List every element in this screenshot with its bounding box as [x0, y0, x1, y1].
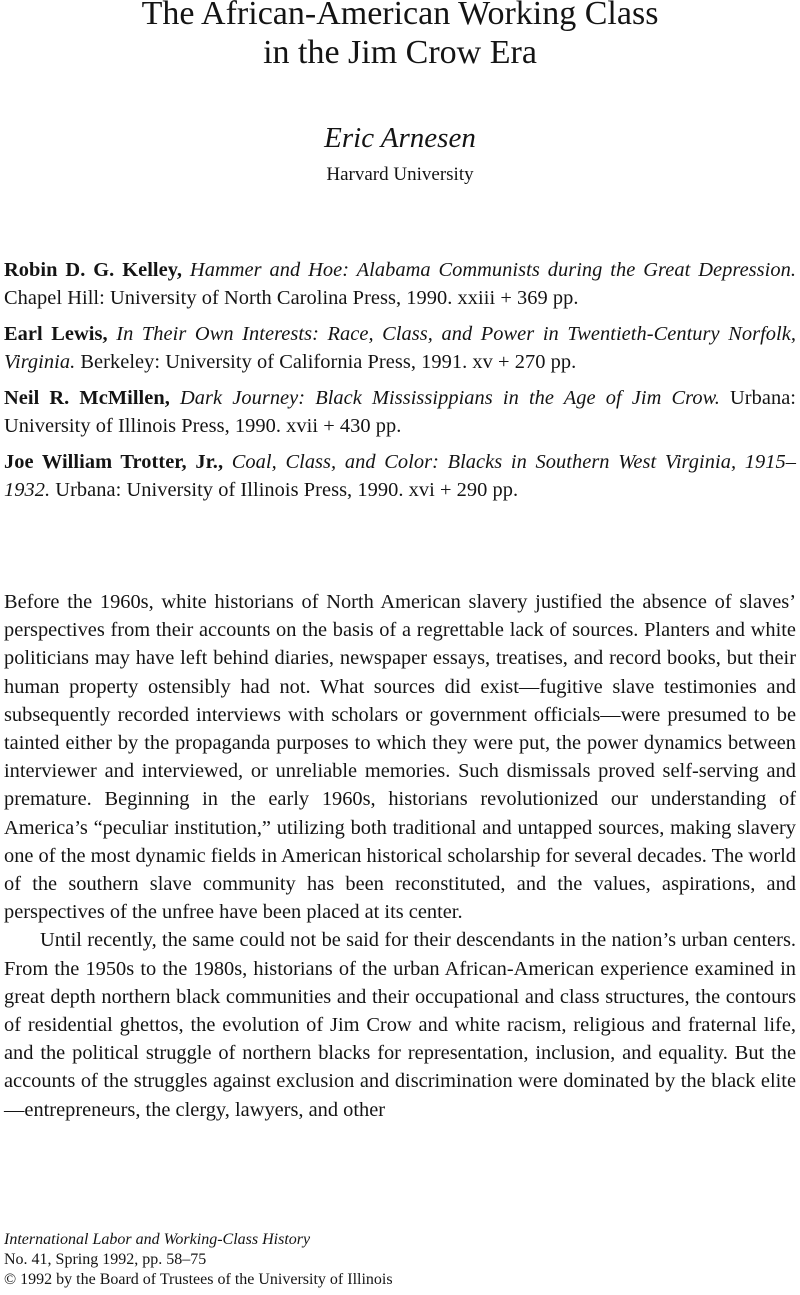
reviewed-books-list — [4, 256, 796, 512]
review-book-title: Hammer and Hoe: Alabama Communists during the Great Depression. — [189, 259, 797, 281]
review-book-title: Dark Journey: Black Mississippians in the Age of Jim Crow. — [180, 387, 720, 409]
review-book-title: Coal, Class, and Color: Blacks in Southern West Virginia, 1915–1932. — [4, 451, 796, 501]
article-body — [4, 588, 796, 1124]
review-author: Joe William Trotter, Jr., — [4, 451, 224, 473]
journal-issue: No. 41, Spring 1992, pp. 58–75 — [4, 1251, 207, 1268]
journal-footer — [4, 1230, 796, 1290]
journal-name: International Labor and Working-Class History — [4, 1231, 311, 1248]
title-line-2: in the Jim Crow Era — [263, 34, 537, 71]
copyright-notice: © 1992 by the Board of Trustees of the University of Illinois — [4, 1271, 393, 1288]
review-author: Neil R. McMillen, — [4, 387, 170, 409]
review-entry — [4, 320, 796, 376]
review-publication-details: Chapel Hill: University of North Carolina Press, 1990. xxiii + 369 pp. — [4, 287, 579, 309]
review-entry — [4, 384, 796, 440]
review-author: Earl Lewis, — [4, 323, 108, 345]
review-publication-details: Berkeley: University of California Press, 1991. xv + 270 pp. — [80, 351, 577, 373]
title-line-1: The African-American Working Class — [141, 0, 659, 32]
review-book-title: In Their Own Interests: Race, Class, and Power in Twentieth-Century Norfolk, Virginia. — [4, 323, 796, 373]
body-paragraph-1: Before the 1960s, white historians of North American slavery justified the absence of slaves’ perspectives from their accounts on the basis of a regrettable lack of sources. Planters and white politicians may have left behind diaries, newspaper essays, treatises, and record books, but their human property ostensibly had not. What sources did exist—fugitive slave testimonies and subsequently recorded interviews with scholars or government officials—were presumed to be tainted either by the propaganda purposes to which they were put, the power dynamics between interviewer and interviewed, or unreliable memories. Such dismissals proved self-serving and premature. Beginning in the early 1960s, historians revolutionized our understanding of America’s “peculiar institution,” utilizing both traditional and untapped sources, making slavery one of the most dynamic fields in American historical scholarship for several decades. The world of the southern slave community has been reconstituted, and the values, aspirations, and perspectives of the unfree have been placed at its center. — [4, 591, 796, 924]
review-entry — [4, 256, 796, 312]
body-paragraph-2: Until recently, the same could not be said for their descendants in the nation’s urban centers. From the 1950s to the 1980s, historians of the urban African-American experience examined in great depth northern black communities and their occupational and class structures, the contours of residential ghettos, the evolution of Jim Crow and white racism, religious and fraternal life, and the political struggle of northern blacks for representation, inclusion, and equality. But the accounts of the struggles against exclusion and discrimination were dominated by the black elite—entrepreneurs, the clergy, lawyers, and other — [4, 929, 796, 1121]
review-entry — [4, 448, 796, 504]
review-publication-details: Urbana: University of Illinois Press, 1990. xvii + 430 pp. — [4, 387, 797, 437]
author-name: Eric Arnesen — [324, 122, 476, 154]
review-author: Robin D. G. Kelley, — [4, 259, 183, 281]
article-title — [0, 0, 800, 72]
review-publication-details: Urbana: University of Illinois Press, 1990. xvi + 290 pp. — [55, 479, 519, 501]
author-affiliation: Harvard University — [326, 164, 474, 185]
